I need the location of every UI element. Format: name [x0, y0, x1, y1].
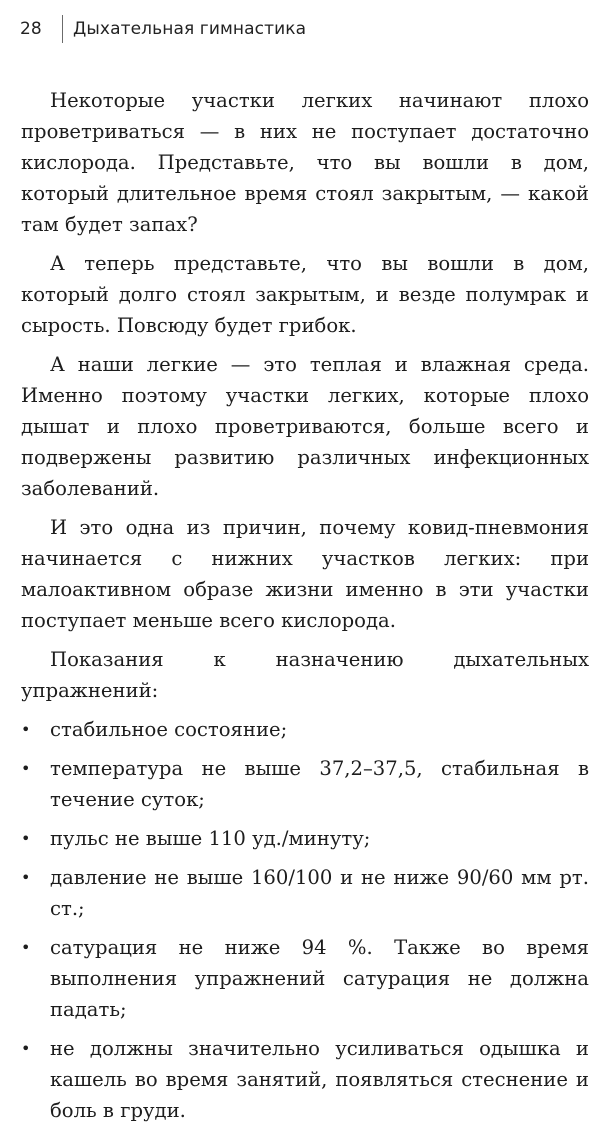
list-item-text: сатурация не ниже 94 %. Также во время выполнения упражнений сатурация не должна падать; — [50, 936, 589, 1021]
list-item — [21, 1033, 589, 1126]
paragraph-2: А теперь представьте, что вы вошли в дом, который долго стоял закрытым, и везде полумрак и сырость. Повсюду будет грибок. — [21, 252, 589, 337]
bullet-icon: • — [21, 720, 31, 739]
paragraph-4: И это одна из причин, почему ковид-пневмония начинается с нижних участков легких: при малоактивном образе жизни именно в эти участки поступает меньше всего кислорода. — [21, 516, 589, 632]
list-item — [21, 753, 589, 815]
body-text — [21, 85, 589, 1134]
list-item-text: температура не выше 37,2–37,5, стабильная в течение суток; — [50, 757, 589, 811]
list-item — [21, 932, 589, 1025]
list-item-text: давление не выше 160/100 и не ниже 90/60 мм рт. ст.; — [50, 866, 589, 920]
bullet-icon: • — [21, 759, 31, 778]
list-item-text: пульс не выше 110 уд./минуту; — [50, 827, 371, 850]
running-header — [20, 14, 306, 44]
list-item-text: стабильное состояние; — [50, 718, 288, 741]
list-item — [21, 714, 589, 745]
bullet-icon: • — [21, 938, 31, 957]
page-number: 28 — [20, 19, 42, 39]
paragraph-5: Показания к назначению дыхательных упражнений: — [21, 648, 589, 702]
bullet-icon: • — [21, 829, 31, 848]
paragraph-1: Некоторые участки легких начинают плохо проветриваться — в них не поступает достаточно кислорода. Представьте, что вы вошли в дом, который длительное время стоял закрытым, — какой там будет запах? — [21, 89, 589, 236]
list-item — [21, 862, 589, 924]
running-title: Дыхательная гимнастика — [73, 19, 307, 39]
bullet-icon: • — [21, 1039, 31, 1058]
paragraph-3: А наши легкие — это теплая и влажная среда. Именно поэтому участки легких, которые плохо дышат и плохо проветриваются, больше всего и подвержены развитию различных инфекционных заболеваний. — [21, 353, 589, 500]
list-item — [21, 823, 589, 854]
bullet-icon: • — [21, 868, 31, 887]
list-item-text: не должны значительно усиливаться одышка и кашель во время занятий, появляться стеснение и боль в груди. — [50, 1037, 589, 1122]
header-divider — [62, 15, 63, 43]
indications-list — [21, 714, 589, 1126]
